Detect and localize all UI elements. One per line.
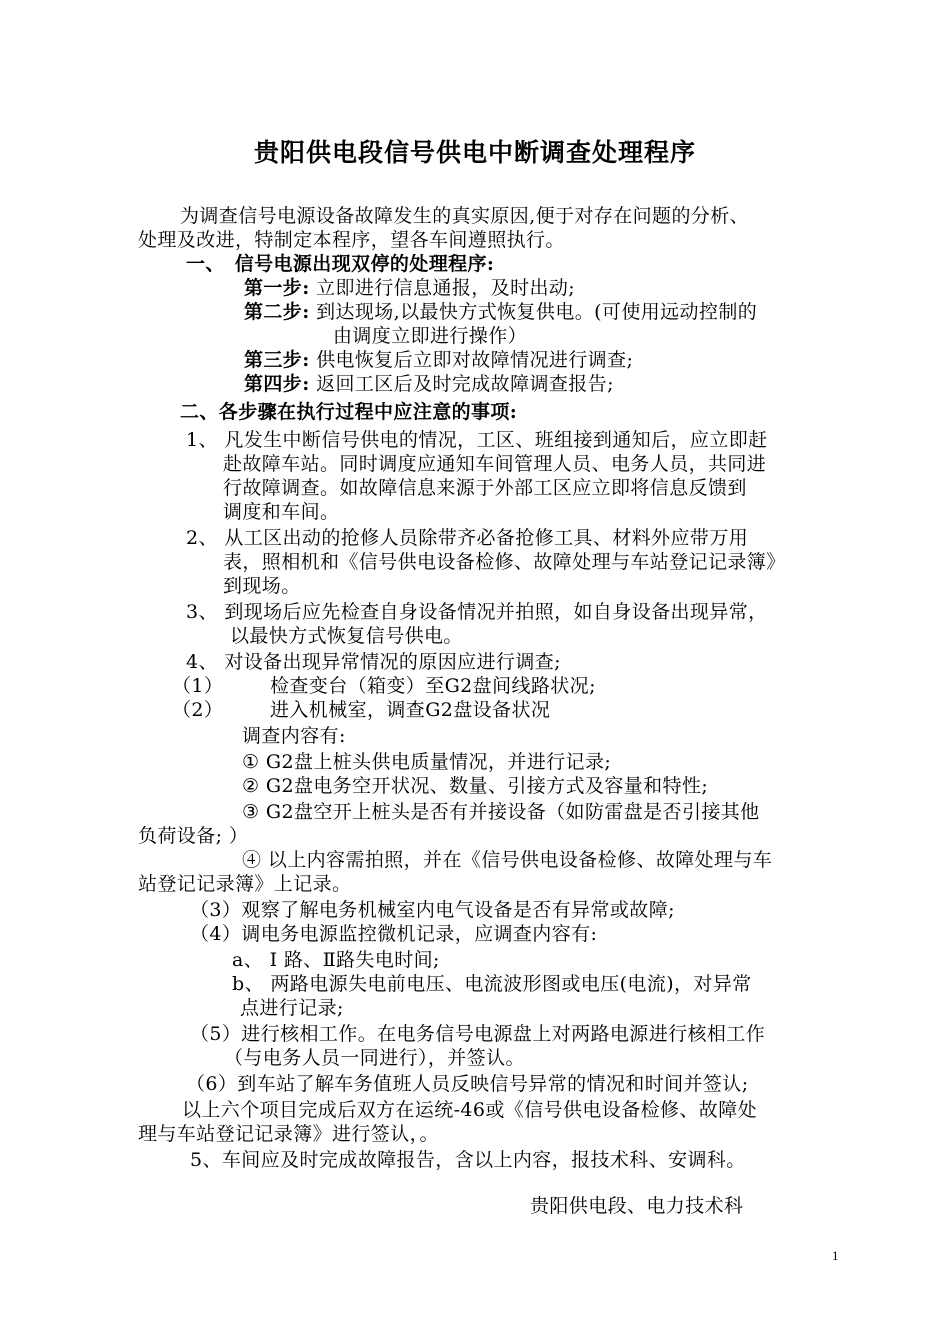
intro-line-2: 处理及改进，特制定本程序，望各车间遵照执行。 (138, 229, 565, 251)
sub5-line-1: （5）进行核相工作。在电务信号电源盘上对两路电源进行核相工作 (190, 1023, 766, 1045)
item3-line-2: 以最快方式恢复信号供电。 (230, 625, 463, 647)
step-2-continuation: 由调度立即进行操作） (333, 325, 528, 347)
signature: 贵阳供电段、电力技术科 (530, 1195, 744, 1217)
sub2-number: （2） (172, 699, 224, 721)
step-4-text: 返回工区后及时完成故障调查报告; (316, 373, 614, 395)
content-item-1: ① G2盘上桩头供电质量情况，并进行记录; (242, 751, 612, 773)
sub4-b-line-1: b、 两路电源失电前电压、电流波形图或电压(电流)，对异常 (232, 973, 752, 995)
step-1 (244, 276, 575, 300)
step-1-label: 第一步: (244, 277, 310, 299)
sign-off-line-1: 以上六个项目完成后双方在运统-46或《信号供电设备检修、故障处 (182, 1099, 757, 1121)
sub4-b-line-2: 点进行记录; (240, 997, 344, 1019)
step-4-label: 第四步: (244, 373, 310, 395)
item1-line-4: 调度和车间。 (223, 501, 340, 523)
page-title: 贵阳供电段信号供电中断调查处理程序 (253, 138, 696, 167)
item2-line-3: 到现场。 (223, 575, 301, 597)
sub4-a: a、 Ⅰ 路、Ⅱ路失电时间; (232, 949, 440, 971)
item1-line-3: 行故障调查。如故障信息来源于外部工区应立即将信息反馈到 (223, 477, 747, 499)
sub1-number: （1） (172, 675, 224, 697)
step-2-text: 到达现场,以最快方式恢复供电。(可使用远动控制的 (316, 301, 758, 323)
content-item-3-line-2: 负荷设备; ） (138, 825, 249, 847)
step-2 (244, 300, 757, 324)
item2-line-2: 表，照相机和《信号供电设备检修、故障处理与车站登记记录簿》 (223, 551, 786, 573)
page-number: 1 (832, 1248, 839, 1263)
sub1-text: 检查变台（箱变）至G2盘间线路状况; (270, 675, 596, 697)
section2-heading: 二、各步骤在执行过程中应注意的事项: (180, 401, 518, 423)
content-item-4-line-2: 站登记记录簿》上记录。 (138, 873, 352, 895)
survey-heading: 调查内容有: (242, 725, 346, 747)
item4: 4、 对设备出现异常情况的原因应进行调查; (186, 651, 561, 673)
item2-line-1: 2、 从工区出动的抢修人员除带齐必备抢修工具、材料外应带万用 (186, 527, 749, 549)
item3-line-1: 3、 到现场后应先检查自身设备情况并拍照，如自身设备出现异常， (186, 601, 768, 623)
content-item-3-line-1: ③ G2盘空开上桩头是否有并接设备（如防雷盘是否引接其他 (242, 801, 760, 823)
step-1-text: 立即进行信息通报，及时出动; (316, 277, 576, 299)
step-4 (244, 372, 614, 396)
intro-line-1: 为调查信号电源设备故障发生的真实原因,便于对存在问题的分析、 (180, 205, 750, 227)
content-item-4-line-1: ④ 以上内容需拍照，并在《信号供电设备检修、故障处理与车 (242, 849, 773, 871)
step-3-label: 第三步: (244, 349, 310, 371)
sub6: （6）到车站了解车务值班人员反映信号异常的情况和时间并签认; (186, 1073, 749, 1095)
step-3-text: 供电恢复后立即对故障情况进行调查; (316, 349, 634, 371)
item1-line-1: 1、 凡发生中断信号供电的情况，工区、班组接到通知后，应立即赶 (186, 429, 768, 451)
content-item-2: ② G2盘电务空开状况、数量、引接方式及容量和特性; (242, 775, 709, 797)
sub3: （3）观察了解电务机械室内电气设备是否有异常或故障; (190, 899, 675, 921)
section1-heading: 一、 信号电源出现双停的处理程序: (186, 253, 495, 275)
step-3 (244, 348, 633, 372)
sign-off-line-2: 理与车站登记记录簿》进行签认，。 (138, 1123, 439, 1145)
sub4: （4）调电务电源监控微机记录，应调查内容有: (190, 923, 598, 945)
sub2-text: 进入机械室，调查G2盘设备状况 (270, 699, 551, 721)
item1-line-2: 赴故障车站。同时调度应通知车间管理人员、电务人员，共同进 (223, 453, 767, 475)
item5: 5、车间应及时完成故障报告，含以上内容，报技术科、安调科。 (190, 1149, 746, 1171)
step-2-label: 第二步: (244, 301, 310, 323)
sub5-line-2: （与电务人员一同进行），并签认。 (224, 1047, 525, 1069)
